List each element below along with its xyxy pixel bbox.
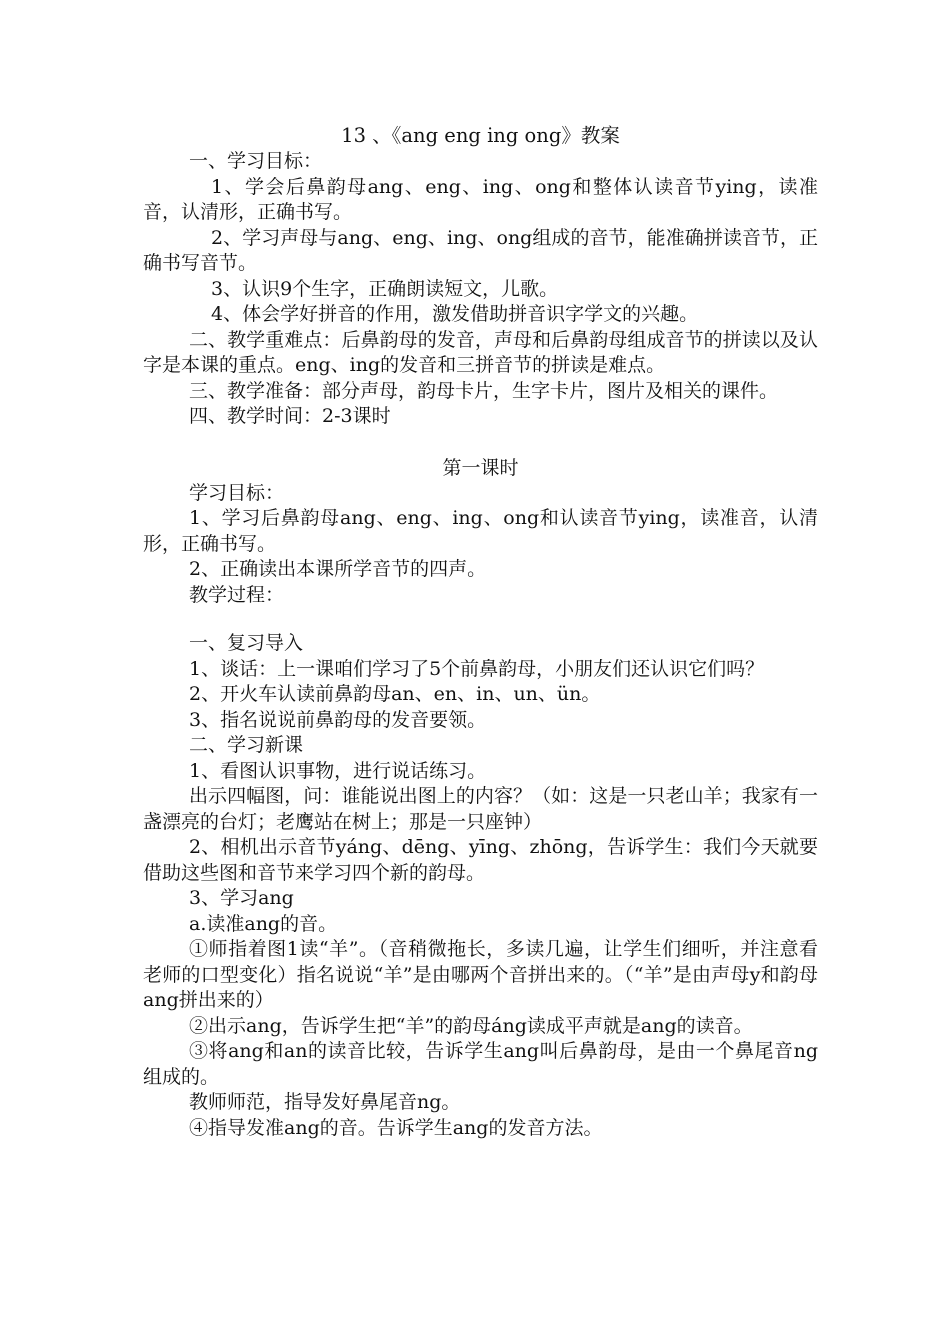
new-lesson-item: ④指导发准ang的音。告诉学生ang的发音方法。	[189, 1116, 603, 1139]
lesson-goal-item: 2、正确读出本课所学音节的四声。	[189, 558, 487, 580]
goal-item: 2、学习声母与ang、eng、ing、ong组成的音节，能准确拼读音节，正确书写音节。	[143, 226, 818, 274]
section-heading-goals: 一、学习目标：	[189, 150, 323, 172]
spacer	[143, 608, 818, 631]
new-lesson-item: 出示四幅图，问：谁能说出图上的内容？（如：这是一只老山羊；我家有一盏漂亮的台灯；老鹰站在树上；那是一只座钟）	[143, 785, 818, 833]
lesson-goals-label: 学习目标：	[189, 481, 285, 504]
new-lesson-item: ③将ang和an的读音比较，告诉学生ang叫后鼻韵母，是由一个鼻尾音ng组成的。	[143, 1040, 818, 1088]
goal-item: 1、学会后鼻韵母ang、eng、ing、ong和整体认读音节ying，读准音，认清形，正确书写。	[143, 175, 818, 223]
review-item: 3、指名说说前鼻韵母的发音要领。	[189, 708, 487, 731]
new-lesson-item: ①师指着图1读“羊”。（音稍微拖长，多读几遍，让学生们细听，并注意看老师的口型变化）指名说说“羊”是由哪两个音拼出来的。（“羊”是由声母y和韵母ang拼出来的）	[143, 938, 818, 1011]
process-label: 教学过程：	[189, 583, 285, 606]
preparation-paragraph: 三、教学准备：部分声母，韵母卡片，生字卡片，图片及相关的课件。	[189, 379, 779, 402]
lesson-heading: 第一课时	[442, 456, 519, 479]
new-lesson-item: 3、学习ang	[189, 887, 294, 909]
teaching-time-paragraph: 四、教学时间：2-3课时	[189, 405, 391, 427]
document-body	[143, 123, 818, 1141]
document-title: 13 、《ang eng ing ong》教案	[341, 124, 620, 147]
review-heading: 一、复习导入	[189, 632, 304, 654]
key-points-paragraph: 二、教学重难点：后鼻韵母的发音，声母和后鼻韵母组成音节的拼读以及认字是本课的重点。eng、ing的发音和三拼音节的拼读是难点。	[143, 328, 818, 376]
lesson-goal-item: 1、学习后鼻韵母ang、eng、ing、ong和认读音节ying，读准音，认清形，正确书写。	[143, 507, 818, 555]
goal-item: 3、认识9个生字，正确朗读短文，儿歌。	[211, 277, 559, 300]
new-lesson-item: 2、相机出示音节yáng、dēng、yīng、zhōng，告诉学生：我们今天就要借助这些图和音节来学习四个新的韵母。	[143, 836, 818, 884]
new-lesson-item: 教师师范，指导发好鼻尾音ng。	[189, 1091, 461, 1113]
new-lesson-heading: 二、学习新课	[189, 734, 304, 756]
new-lesson-item: ②出示ang，告诉学生把“羊”的韵母áng读成平声就是ang的读音。	[189, 1014, 753, 1037]
spacer	[143, 430, 818, 455]
review-item: 1、谈话：上一课咱们学习了5个前鼻韵母，小朋友们还认识它们吗？	[189, 657, 765, 680]
goal-item: 4、体会学好拼音的作用，激发借助拼音识字学文的兴趣。	[211, 303, 699, 325]
new-lesson-item: 1、看图认识事物，进行说话练习。	[189, 759, 487, 782]
new-lesson-item: a.读准ang的音。	[189, 912, 338, 935]
review-item: 2、开火车认读前鼻韵母an、en、in、un、ün。	[189, 683, 601, 705]
